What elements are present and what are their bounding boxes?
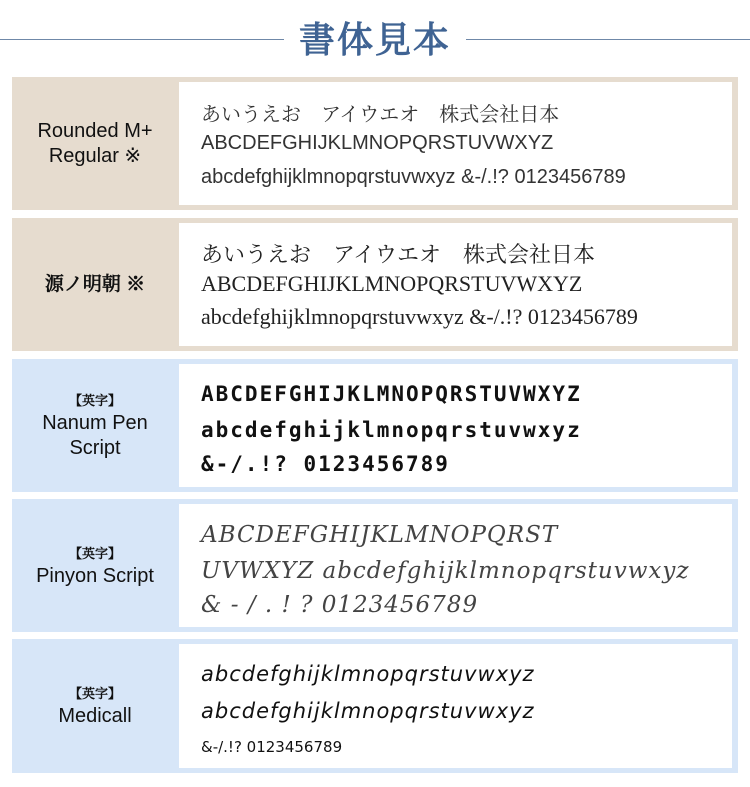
font-name-line: 源ノ明朝 ※ xyxy=(44,274,146,295)
sample-line-symbols-digits: &-/.!? 0123456789 xyxy=(201,738,343,756)
sample-line-mixed: UVWXYZ abcdefghijklmnopqrstuvwxyz xyxy=(201,558,690,584)
font-label xyxy=(12,77,178,210)
sample-line-uppercase: ABCDEFGHIJKLMNOPQRSTUVWXYZ xyxy=(201,382,582,406)
sample-line-symbols-digits: & - / . ! ? 0123456789 xyxy=(201,592,479,618)
font-name-line: Script xyxy=(69,437,121,459)
font-sample-genno-mincho xyxy=(12,218,738,351)
sample-line-lowercase: abcdefghijklmnopqrstuvwxyz xyxy=(201,662,535,686)
sample-line-uppercase: ABCDEFGHIJKLMNOPQRST xyxy=(201,522,559,548)
font-tag: 【英字】 xyxy=(68,394,121,409)
sample-line-lowercase-digits: abcdefghijklmnopqrstuvwxyz &-/.!? 0123456789 xyxy=(201,166,626,188)
sample-line-uppercase: ABCDEFGHIJKLMNOPQRSTUVWXYZ xyxy=(201,271,583,296)
font-label xyxy=(12,359,178,492)
sample-panel xyxy=(179,644,732,768)
page-title: 書体見本 xyxy=(298,19,451,61)
sample-panel xyxy=(179,82,732,205)
sample-line-japanese: あいうえお アイウエオ 株式会社日本 xyxy=(201,104,560,126)
font-label xyxy=(12,499,178,632)
header-rule-left xyxy=(0,39,284,40)
font-tag: 【英字】 xyxy=(68,546,121,562)
font-tag: 【英字】 xyxy=(68,687,121,702)
font-sample-rounded-mplus xyxy=(12,77,738,210)
sample-line-lowercase: abcdefghijklmnopqrstuvwxyz xyxy=(201,418,582,442)
page-header xyxy=(0,0,750,78)
header-rule-right xyxy=(466,39,750,40)
font-name-line: Medicall xyxy=(58,705,132,727)
sample-panel xyxy=(179,223,732,346)
sample-panel xyxy=(179,364,732,487)
sample-panel xyxy=(179,504,732,627)
font-sample-pinyon-script xyxy=(12,499,738,632)
font-label xyxy=(12,639,178,773)
font-label xyxy=(12,218,178,351)
font-name-line: Regular ※ xyxy=(48,144,142,167)
sample-line-uppercase: ABCDEFGHIJKLMNOPQRSTUVWXYZ xyxy=(201,132,554,154)
sample-line-lowercase-digits: abcdefghijklmnopqrstuvwxyz &-/.!? 0123456789 xyxy=(201,304,638,329)
font-sample-medicall xyxy=(12,639,738,773)
sample-line-lowercase: abcdefghijklmnopqrstuvwxyz xyxy=(201,699,535,723)
font-name-line: Pinyon Script xyxy=(36,564,154,587)
sample-line-japanese: あいうえお アイウエオ 株式会社日本 xyxy=(201,242,596,267)
font-name-line: Rounded M+ xyxy=(37,119,153,142)
font-name-line: Nanum Pen xyxy=(42,412,148,434)
font-sample-nanum-pen-script xyxy=(12,359,738,492)
sample-line-symbols-digits: &-/.!? 0123456789 xyxy=(201,452,450,476)
